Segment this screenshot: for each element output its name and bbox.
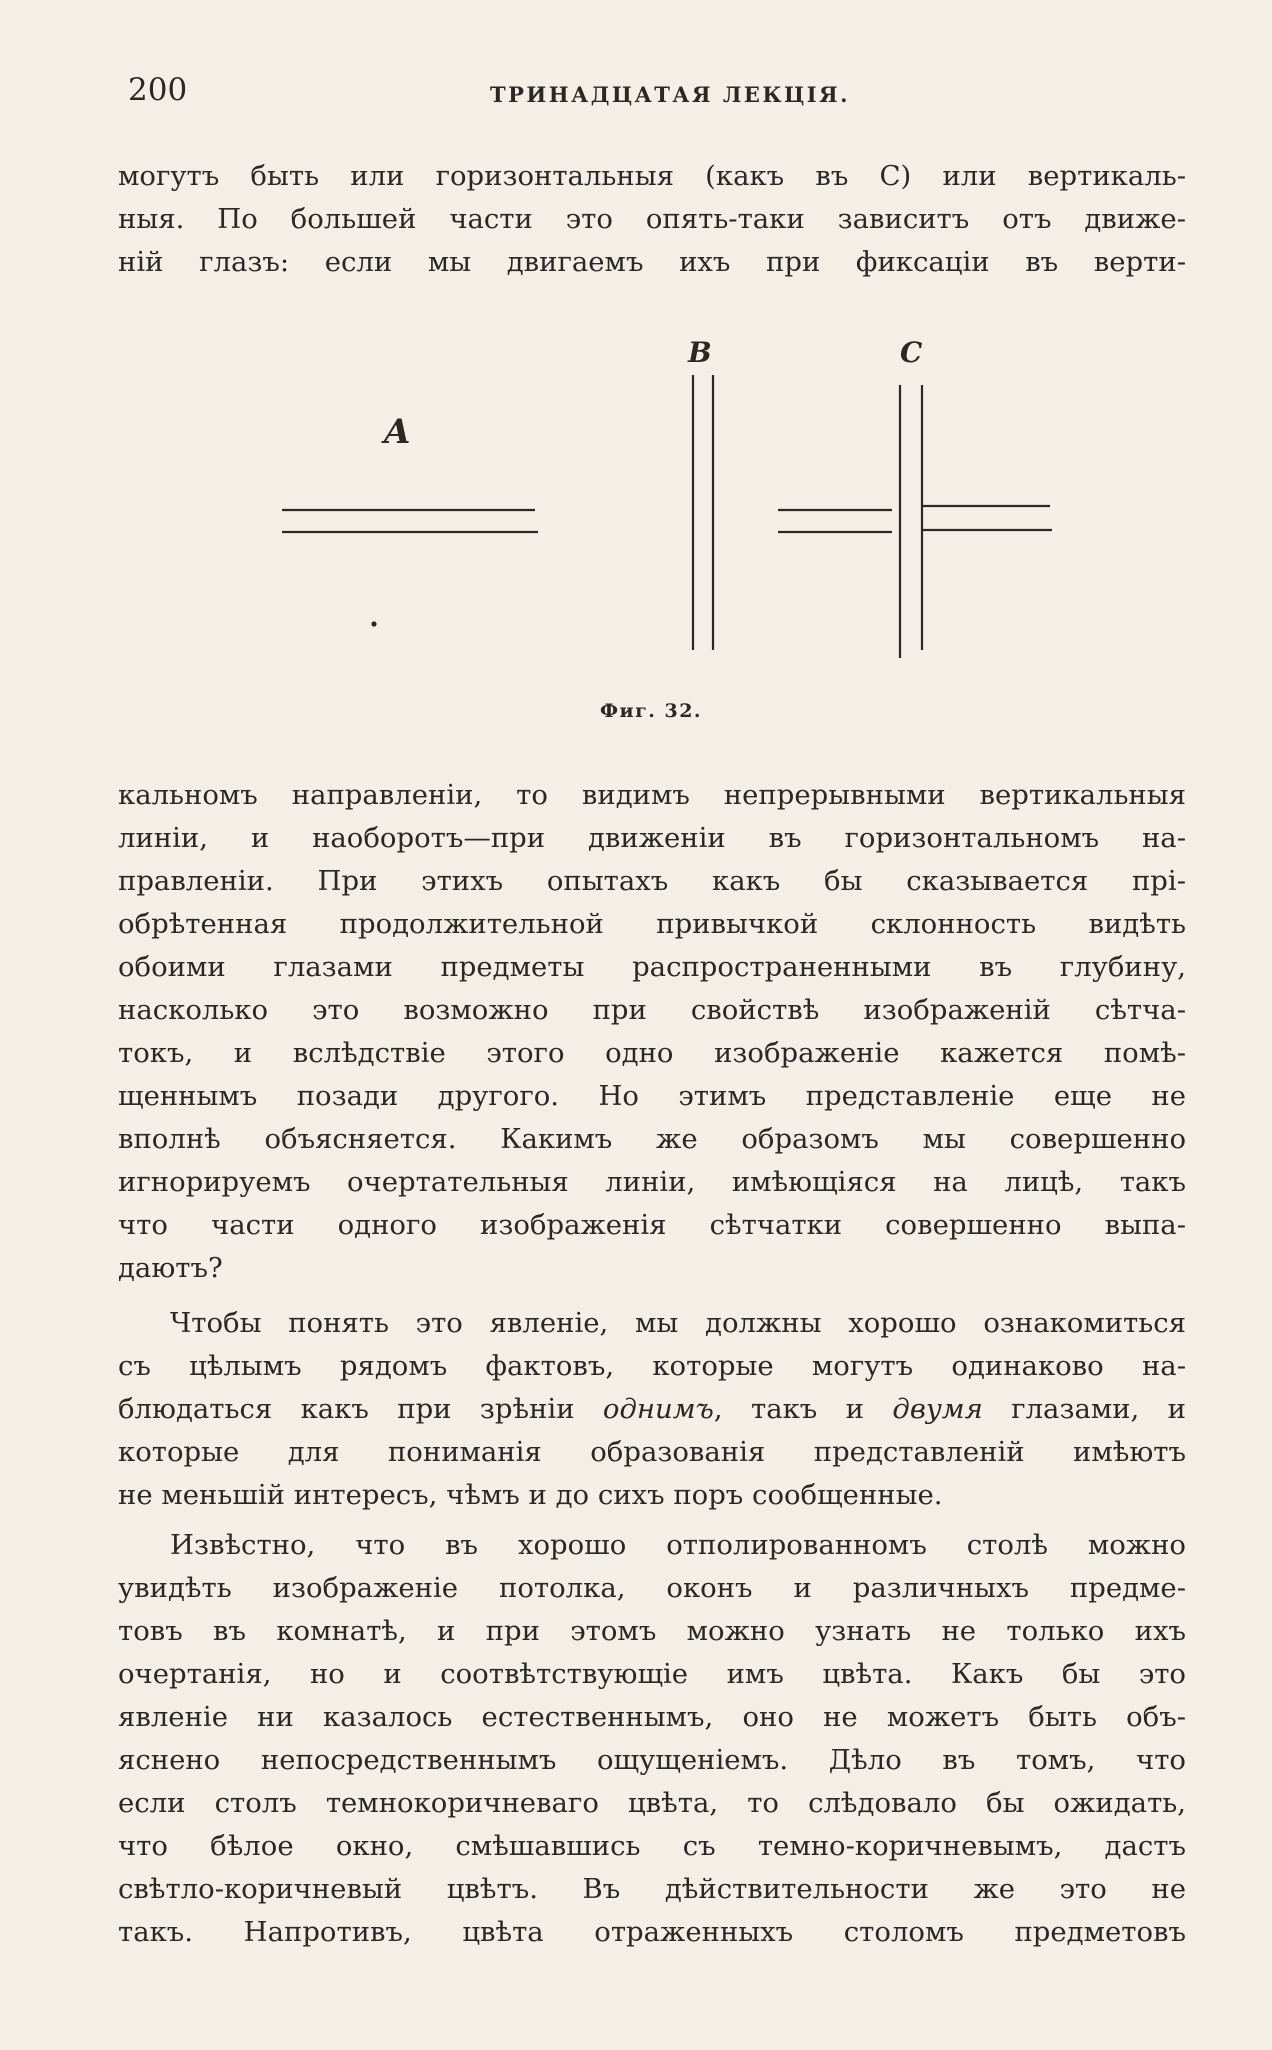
paragraph-2 bbox=[118, 1302, 1186, 1517]
text-line: щеннымъ позади другого. Но этимъ представленіе еще не bbox=[118, 1080, 1186, 1112]
text-line: которые для пониманія образованія представленій имѣютъ bbox=[118, 1436, 1186, 1468]
text-line: такъ. Напротивъ, цвѣта отраженныхъ столомъ предметовъ bbox=[118, 1916, 1186, 1948]
page-number: 200 bbox=[128, 72, 188, 108]
text-line: съ цѣлымъ рядомъ фактовъ, которые могутъ одинаково на- bbox=[118, 1350, 1186, 1382]
figure-label-b: B bbox=[688, 336, 712, 369]
text-line: Извѣстно, что въ хорошо отполированномъ столѣ можно bbox=[170, 1529, 1186, 1561]
text-line: не меньшій интересъ, чѣмъ и до сихъ поръ сообщенные. bbox=[118, 1479, 943, 1511]
figure-dot bbox=[371, 621, 376, 626]
text-line bbox=[118, 1388, 1186, 1431]
text-line: что бѣлое окно, смѣшавшись съ темно-коричневымъ, дастъ bbox=[118, 1830, 1186, 1862]
text-line: кальномъ направленіи, то видимъ непрерывными вертикальныя bbox=[118, 779, 1186, 811]
text-line: игнорируемъ очертательныя линіи, имѣющіяся на лицѣ, такъ bbox=[118, 1166, 1186, 1198]
text-line: могутъ быть или горизонтальныя (какъ въ C) или вертикаль- bbox=[118, 160, 1186, 192]
italic-word: двумя bbox=[892, 1393, 983, 1425]
text-line: обрѣтенная продолжительной привычкой склонность видѣть bbox=[118, 908, 1186, 940]
text-line: токъ, и вслѣдствіе этого одно изображеніе кажется помѣ- bbox=[118, 1037, 1186, 1069]
text-line: ныя. По большей части это опять-таки зависитъ отъ движе- bbox=[118, 203, 1186, 235]
text-line: свѣтло-коричневый цвѣтъ. Въ дѣйствительности же это не bbox=[118, 1873, 1186, 1905]
paragraph-3 bbox=[118, 1524, 1186, 1954]
italic-word: однимъ bbox=[602, 1393, 714, 1425]
text-line: насколько это возможно при свойствѣ изображеній сѣтча- bbox=[118, 994, 1186, 1026]
top-paragraph bbox=[118, 155, 1186, 284]
figure-caption: Фиг. 32. bbox=[600, 700, 703, 722]
text-line: яснено непосредственнымъ ощущеніемъ. Дѣло въ томъ, что bbox=[118, 1744, 1186, 1776]
text-line: даютъ? bbox=[118, 1252, 223, 1284]
text-line: вполнѣ объясняется. Какимъ же образомъ мы совершенно bbox=[118, 1123, 1186, 1155]
running-title: ТРИНАДЦАТАЯ ЛЕКЦІЯ. bbox=[490, 82, 850, 107]
text-segment: блюдаться какъ при зрѣніи bbox=[118, 1393, 575, 1425]
figure-label-a: A bbox=[384, 412, 411, 452]
text-line: явленіе ни казалось естественнымъ, оно не можетъ быть объ- bbox=[118, 1701, 1186, 1733]
text-line: очертанія, но и соотвѣтствующіе имъ цвѣта. Какъ бы это bbox=[118, 1658, 1186, 1690]
figure-label-c: C bbox=[900, 336, 923, 369]
text-line: что части одного изображенія сѣтчатки совершенно выпа- bbox=[118, 1209, 1186, 1241]
text-line: линіи, и наоборотъ—при движеніи въ горизонтальномъ на- bbox=[118, 822, 1186, 854]
text-line: товъ въ комнатѣ, и при этомъ можно узнать не только ихъ bbox=[118, 1615, 1186, 1647]
text-line: увидѣть изображеніе потолка, оконъ и различныхъ предме- bbox=[118, 1572, 1186, 1604]
text-segment: глазами, и bbox=[982, 1393, 1187, 1425]
text-segment: , такъ и bbox=[713, 1393, 864, 1425]
text-line: правленіи. При этихъ опытахъ какъ бы сказывается прі- bbox=[118, 865, 1186, 897]
figure-32 bbox=[260, 330, 1060, 670]
text-line: если столъ темнокоричневаго цвѣта, то слѣдовало бы ожидать, bbox=[118, 1787, 1186, 1819]
text-line: ній глазъ: если мы двигаемъ ихъ при фиксаціи въ верти- bbox=[118, 246, 1186, 278]
text-line: обоими глазами предметы распространенными въ глубину, bbox=[118, 951, 1186, 983]
text-line: Чтобы понять это явленіе, мы должны хорошо ознакомиться bbox=[170, 1307, 1186, 1339]
figure-drawing bbox=[260, 330, 1060, 670]
paragraph-1 bbox=[118, 774, 1186, 1290]
